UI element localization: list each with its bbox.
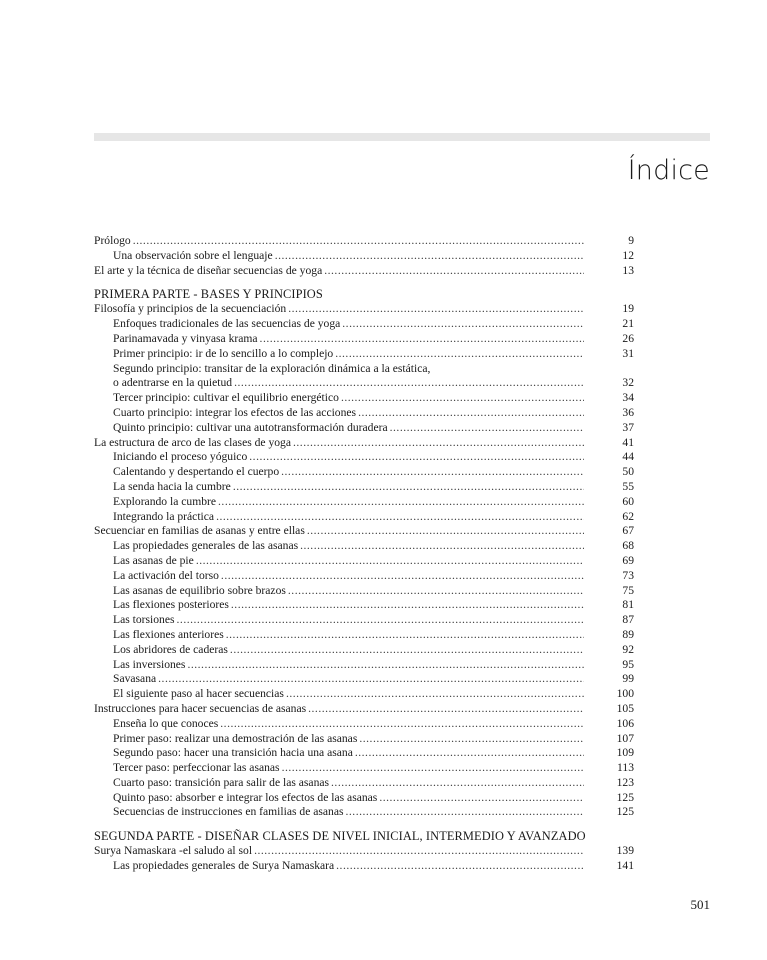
dot-leader	[341, 391, 584, 406]
toc-entry[interactable]	[94, 613, 634, 628]
dot-leader	[379, 791, 584, 806]
toc-entry-page: 73	[622, 568, 634, 582]
toc-entry[interactable]	[94, 234, 634, 249]
toc-entry[interactable]	[94, 761, 634, 776]
toc-entry-title: Una observación sobre el lenguaje	[113, 248, 273, 262]
toc-entry-title: Instrucciones para hacer secuencias de asanas	[94, 701, 307, 715]
dot-leader	[234, 376, 584, 391]
toc-entry-title: Las asanas de pie	[113, 553, 194, 567]
toc-entry-page: 67	[622, 524, 634, 538]
toc-entry-page: 31	[622, 346, 634, 360]
toc-entry-page: 60	[622, 494, 634, 508]
part-heading: SEGUNDA PARTE - DISEÑAR CLASES DE NIVEL INICIAL, INTERMEDIO Y AVANZADO	[94, 829, 586, 844]
header-rule	[94, 133, 710, 141]
part-heading: PRIMERA PARTE - BASES Y PRINCIPIOS	[94, 287, 323, 302]
toc-entry[interactable]	[94, 264, 634, 279]
toc-entry-page: 21	[622, 317, 634, 331]
toc-entry-page: 100	[616, 687, 634, 701]
toc-entry[interactable]	[94, 249, 634, 264]
dot-leader	[390, 421, 584, 436]
toc-entry[interactable]	[94, 450, 634, 465]
toc-entry-page: 75	[622, 583, 634, 597]
toc-entry-title: Primer principio: ir de lo sencillo a lo complejo	[113, 346, 334, 360]
dot-leader	[324, 264, 584, 279]
toc-entry[interactable]	[94, 480, 634, 495]
toc-entry-title: Quinto paso: absorber e integrar los efectos de las asanas	[113, 790, 378, 804]
toc-entry-title: Surya Namaskara -el saludo al sol	[94, 844, 253, 858]
toc-entry[interactable]	[94, 332, 634, 347]
toc-entry-page: 106	[616, 716, 634, 730]
toc-entry-page: 62	[622, 509, 634, 523]
toc-entry[interactable]	[94, 302, 634, 317]
toc-entry-page: 109	[616, 746, 634, 760]
toc-entry-title: La senda hacia la cumbre	[113, 479, 231, 493]
toc-entry-title: Las flexiones posteriores	[113, 598, 229, 612]
page-number: 501	[690, 897, 710, 912]
dot-leader	[220, 717, 584, 732]
toc-entry-title: Explorando la cumbre	[113, 494, 217, 508]
dot-leader	[331, 776, 584, 791]
toc-entry[interactable]	[94, 658, 634, 673]
toc-entry-page: 13	[622, 263, 634, 277]
toc-entry-title: Primer paso: realizar una demostración de las asanas	[113, 731, 358, 745]
toc-entry-title: Segundo principio: transitar de la exploración dinámica a la estática,	[113, 361, 431, 375]
dot-leader	[288, 584, 584, 599]
toc-entry[interactable]	[94, 598, 634, 613]
toc-entry[interactable]	[94, 746, 634, 761]
dot-leader	[133, 234, 584, 249]
toc-entry[interactable]	[94, 776, 634, 791]
toc-entry[interactable]	[94, 347, 634, 362]
toc-entry[interactable]	[94, 465, 634, 480]
toc-entry-title: Enfoques tradicionales de las secuencias de yoga	[113, 317, 341, 331]
dot-leader	[216, 510, 584, 525]
toc-entry-page: 41	[622, 435, 634, 449]
toc-entry[interactable]	[94, 584, 634, 599]
dot-leader	[254, 844, 584, 859]
toc-entry[interactable]	[94, 362, 634, 377]
dot-leader	[346, 805, 585, 820]
toc-entry[interactable]	[94, 643, 634, 658]
toc-entry[interactable]	[94, 791, 634, 806]
dot-leader	[281, 465, 584, 480]
dot-leader	[249, 450, 584, 465]
dot-leader	[359, 732, 584, 747]
toc-entry-page: 36	[622, 405, 634, 419]
dot-leader	[308, 702, 584, 717]
dot-leader	[335, 347, 584, 362]
dot-leader	[226, 628, 584, 643]
toc-entry[interactable]	[94, 569, 634, 584]
toc-entry-page: 19	[622, 302, 634, 316]
dot-leader	[233, 480, 584, 495]
toc-entry-title: Cuarto principio: integrar los efectos de las acciones	[113, 405, 357, 419]
toc-entry-page: 32	[622, 376, 634, 390]
toc-entry-title: Las inversiones	[113, 657, 186, 671]
toc-entry-title: La estructura de arco de las clases de yoga	[94, 435, 291, 449]
toc-entry[interactable]	[94, 732, 634, 747]
toc-entry-title: Los abridores de caderas	[113, 642, 228, 656]
toc-entry-page: 9	[628, 234, 634, 247]
toc-entry-title: Segundo paso: hacer una transición hacia una asana	[113, 746, 353, 760]
toc-entry[interactable]	[94, 805, 634, 820]
dot-leader	[336, 859, 584, 874]
dot-leader	[286, 687, 584, 702]
dot-leader	[355, 746, 584, 761]
toc-entry[interactable]	[94, 436, 634, 451]
toc-entry-title: El arte y la técnica de diseñar secuencias de yoga	[94, 263, 323, 277]
toc-entry[interactable]	[94, 524, 634, 539]
dot-leader	[218, 495, 584, 510]
toc-entry[interactable]	[94, 702, 634, 717]
toc-entry-title: Las propiedades generales de Surya Namaskara	[113, 859, 335, 873]
dot-leader	[187, 658, 584, 673]
toc-entry-page: 125	[616, 805, 634, 819]
dot-leader	[177, 613, 584, 628]
toc-entry-page: 105	[616, 701, 634, 715]
toc-entry[interactable]	[94, 859, 634, 874]
dot-leader	[300, 539, 584, 554]
toc-entry-title: El siguiente paso al hacer secuencias	[113, 687, 284, 701]
page-title: Índice	[627, 155, 710, 186]
toc-entry[interactable]	[94, 628, 634, 643]
dot-leader	[196, 554, 584, 569]
toc-entry-page: 87	[622, 613, 634, 627]
toc-entry-page: 113	[617, 761, 634, 775]
toc-entry-page: 69	[622, 553, 634, 567]
dot-leader	[293, 436, 584, 451]
toc-entry-page: 139	[616, 844, 634, 858]
toc-entry[interactable]	[94, 510, 634, 525]
toc-entry-title: Tercer paso: perfeccionar las asanas	[113, 761, 280, 775]
toc-entry[interactable]	[94, 844, 634, 859]
toc-entry-title: Las propiedades generales de las asanas	[113, 539, 299, 553]
toc-entry[interactable]	[94, 687, 634, 702]
dot-leader	[231, 598, 584, 613]
toc-entry[interactable]	[94, 376, 634, 391]
toc-entry[interactable]	[94, 554, 634, 569]
toc-entry-title: Filosofía y principios de la secuenciación	[94, 302, 287, 316]
toc-entry[interactable]	[94, 672, 634, 687]
toc-entry-page: 141	[616, 859, 634, 873]
toc-entry-page: 37	[622, 420, 634, 434]
toc-entry-title: Secuencias de instrucciones en familias de asanas	[113, 805, 344, 819]
dot-leader	[358, 406, 584, 421]
toc-entry-page: 107	[616, 731, 634, 745]
toc-entry-title: Calentando y despertando el cuerpo	[113, 465, 280, 479]
toc-entry-title: Savasana	[113, 672, 157, 686]
toc-entry-title: Iniciando el proceso yóguico	[113, 450, 248, 464]
toc-entry-title: La activación del torso	[113, 568, 219, 582]
toc-entry-page: 92	[622, 642, 634, 656]
toc-entry-title: Enseña lo que conoces	[113, 716, 219, 730]
toc-entry[interactable]	[94, 391, 634, 406]
toc-entry[interactable]	[94, 717, 634, 732]
toc-entry[interactable]	[94, 421, 634, 436]
toc-entry-page: 26	[622, 331, 634, 345]
toc-entry-page: 12	[622, 248, 634, 262]
toc-entry-title: Parinamavada y vinyasa krama	[113, 331, 258, 345]
toc-entry-title: Prólogo	[94, 234, 131, 247]
dot-leader	[307, 524, 584, 539]
toc-entry-page: 34	[622, 391, 634, 405]
toc-entry-title: Las flexiones anteriores	[113, 627, 224, 641]
toc-entry[interactable]	[94, 539, 634, 554]
toc-entry-title: Cuarto paso: transición para salir de las asanas	[113, 775, 330, 789]
toc-entry-page: 68	[622, 539, 634, 553]
toc-entry-page: 50	[622, 465, 634, 479]
toc-entry-title: Las torsiones	[113, 613, 175, 627]
toc-entry-title: Las asanas de equilibrio sobre brazos	[113, 583, 286, 597]
dot-leader	[158, 672, 584, 687]
toc-entry[interactable]	[94, 495, 634, 510]
toc-entry-page: 99	[622, 672, 634, 686]
toc-entry-title: o adentrarse en la quietud	[113, 376, 233, 390]
toc-entry-title: Quinto principio: cultivar una autotransformación duradera	[113, 420, 388, 434]
dot-leader	[342, 317, 584, 332]
toc-entry-page: 95	[622, 657, 634, 671]
toc-entry-page: 55	[622, 479, 634, 493]
toc-entry-page: 44	[622, 450, 634, 464]
toc-entry-page: 123	[616, 775, 634, 789]
dot-leader	[275, 249, 584, 264]
toc-entry[interactable]	[94, 317, 634, 332]
toc-entry-page: 89	[622, 627, 634, 641]
toc-entry-page: 125	[616, 790, 634, 804]
dot-leader	[288, 302, 584, 317]
toc-entry-title: Secuenciar en familias de asanas y entre ellas	[94, 524, 305, 538]
dot-leader	[230, 643, 584, 658]
dot-leader	[260, 332, 584, 347]
toc-entry-title: Integrando la práctica	[113, 509, 215, 523]
toc-entry[interactable]	[94, 406, 634, 421]
toc-entry-page: 81	[622, 598, 634, 612]
toc-entry-title: Tercer principio: cultivar el equilibrio energético	[113, 391, 339, 405]
table-of-contents	[94, 234, 634, 874]
dot-leader	[221, 569, 584, 584]
dot-leader	[282, 761, 584, 776]
